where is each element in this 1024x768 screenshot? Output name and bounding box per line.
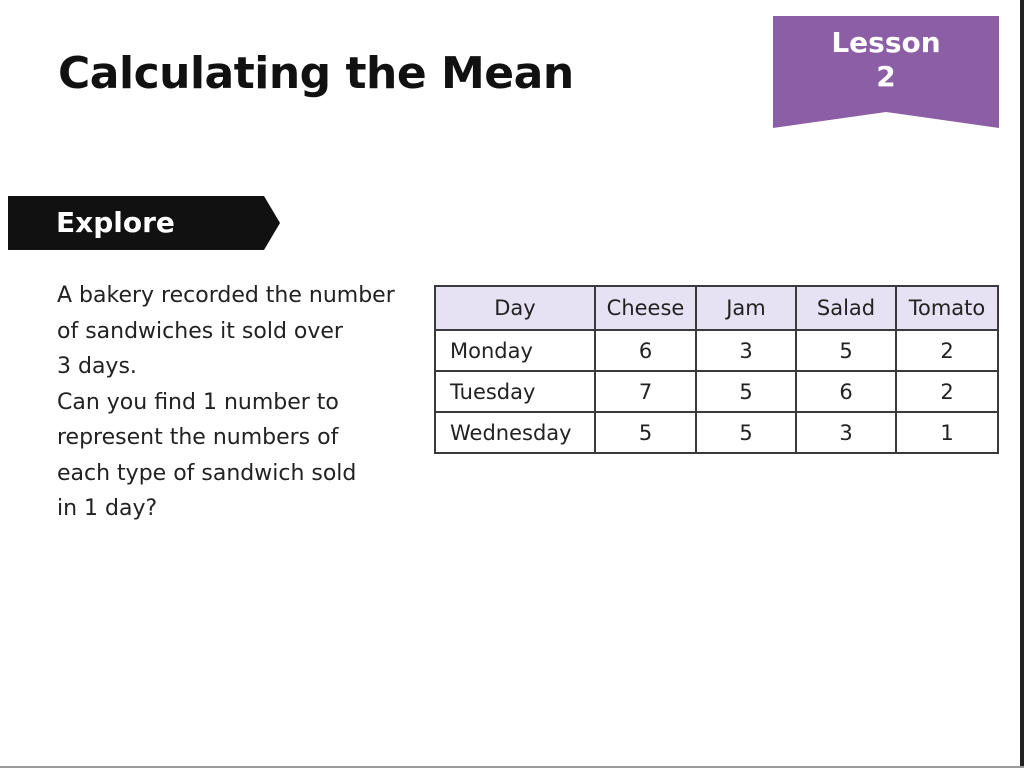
- lesson-label: Lesson: [831, 26, 941, 59]
- lesson-number: 2: [876, 60, 896, 93]
- window-edge: [1020, 0, 1024, 768]
- lesson-banner: [773, 16, 999, 128]
- table-cell: 7: [595, 371, 696, 412]
- table-cell: 3: [796, 412, 896, 453]
- column-header-salad: Salad: [796, 286, 896, 330]
- section-tab-label: Explore: [56, 206, 175, 239]
- table-cell: 6: [595, 330, 696, 371]
- table-row: [435, 412, 998, 453]
- table-header-row: [435, 286, 998, 330]
- table-cell: 6: [796, 371, 896, 412]
- table-cell: 3: [696, 330, 796, 371]
- prompt-line: each type of sandwich sold: [57, 460, 357, 486]
- prompt-line: represent the numbers of: [57, 425, 339, 450]
- column-header-tomato: Tomato: [896, 286, 998, 330]
- table-cell: 5: [796, 330, 896, 371]
- sandwich-sales-table: [434, 285, 999, 454]
- column-header-day: Day: [435, 286, 595, 330]
- column-header-cheese: Cheese: [595, 286, 696, 330]
- table-cell-day: Monday: [435, 330, 595, 371]
- table-row: [435, 330, 998, 371]
- table-cell: 1: [896, 412, 998, 453]
- prompt-line: in 1 day?: [57, 496, 158, 521]
- table-cell: 5: [595, 412, 696, 453]
- table-cell: 2: [896, 330, 998, 371]
- table-cell: 2: [896, 371, 998, 412]
- section-tab-explore: [8, 196, 280, 250]
- prompt-line: of sandwiches it sold over: [57, 318, 343, 344]
- prompt-line: Can you find 1 number to: [57, 389, 339, 415]
- table-row: [435, 371, 998, 412]
- table-cell: 5: [696, 412, 796, 453]
- question-prompt: [57, 278, 429, 527]
- table-cell-day: Tuesday: [435, 371, 595, 412]
- table-cell-day: Wednesday: [435, 412, 595, 453]
- page-title: Calculating the Mean: [58, 48, 574, 99]
- table-cell: 5: [696, 371, 796, 412]
- prompt-line: A bakery recorded the number: [57, 283, 395, 308]
- column-header-jam: Jam: [696, 286, 796, 330]
- prompt-line: 3 days.: [57, 354, 137, 379]
